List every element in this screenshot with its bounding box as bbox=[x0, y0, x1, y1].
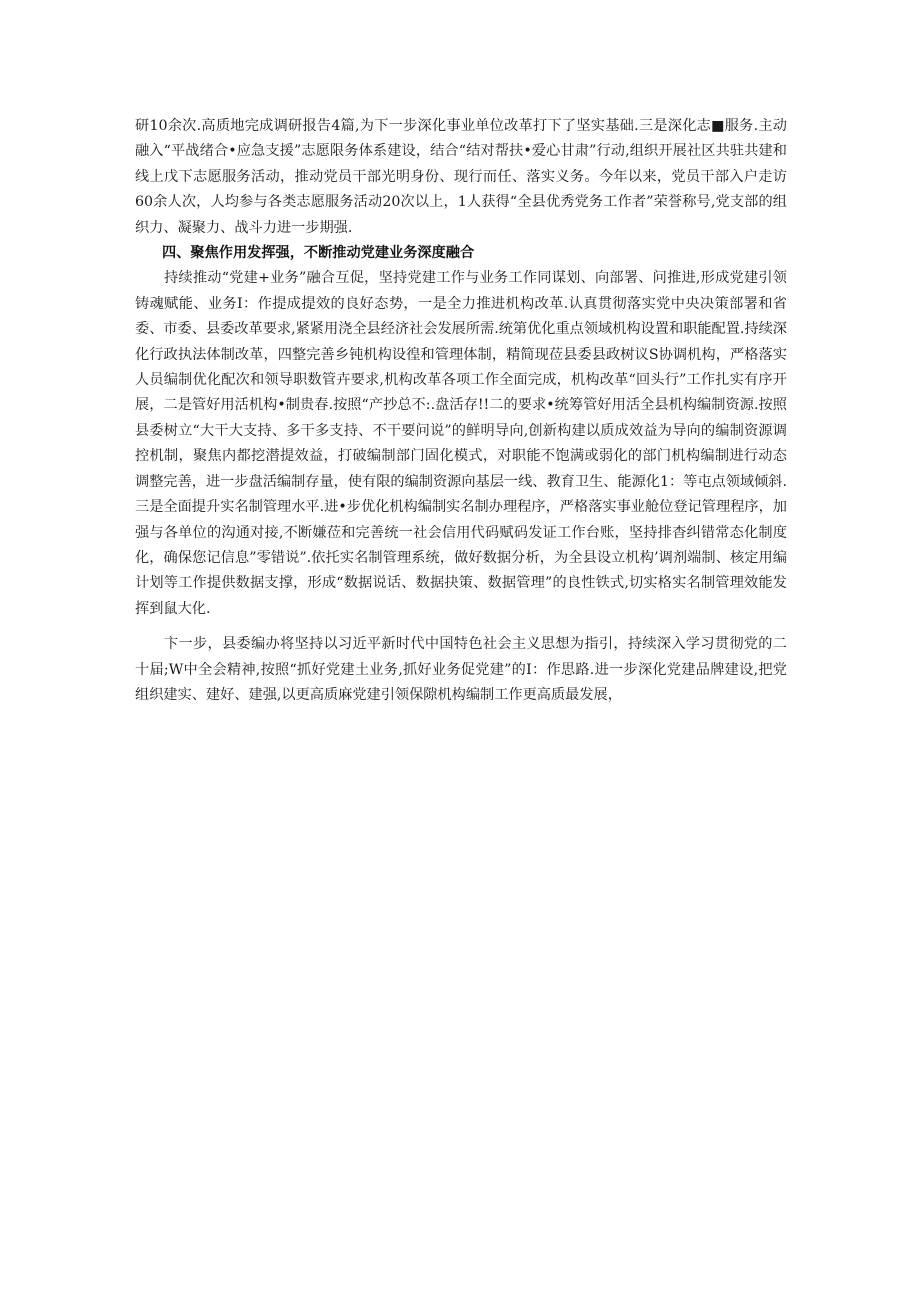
paragraph-volunteer-service: 研10余次.高质地完成调研报告4篇,为下一步深化事业单位改革打下了坚实基础.三是深化志■服务.主动融入“平战绪合•应急支援”志愿限务体系建设，结合“结对帮扶•爱心甘肃”行动,组织开展社区共驻共建和线上戊下志愿服务活动，推动党员干部光明身份、现行而任、落实义务。今年以来，党员干部入户走访60余人次，人均参与各类志愿服务活动20次以上，1人获得“全县优秀党务工作者”荣誉称号,党支部的组织力、凝聚力、战斗力进一步期强. bbox=[135, 118, 787, 236]
paragraph-next-steps: 卞一步，县委编办将坚持以习近平新时代中国特色社会主义思想为指引，持续深入学习贯彻党的二十届;W中全会精神,按照“抓好党建土业务,抓好业务促党建”的I：作思路.进一步深化党建品牌建设,把党组织建实、建好、建强,以更高质麻党建引领保隙机构编制工作更高质最发展， bbox=[135, 636, 787, 703]
paragraph-party-business-integration: 持续推动“党建+业务”融合互促，坚持党建工作与业务工作同谋划、向部署、问推进,形成党建引领铸魂赋能、业务I：作提成提效的良好态势，一是全力推进机构改革.认真贯彻落实党中央决策部署和省委、市委、县委改革要求,紧紧用浇全县经济社会发展所需.统第优化重点领域机构设置和职能配置.持续深化行政执法体制改革，四整完善乡钝机构设徨和管理体制，精简现莅县委县政树议S协调机构，严格落实人员编制优化配次和领导职数管卉要求,机构改革各项工作全面完成，机构改革“回头行”工作扎实有序开展，二是管好用活机构•制贵春.按照“产抄总不:.盘活存!!二的要求•统筹管好用活全县机构编制资源.按照县委树立“大干大支持、多干多支持、不干要问说”的鲜明导向,创新构建以质成效益为导向的编制资源调控机制，聚焦内都挖潜提效益，打破编制部门固化模式，对职能不饱满或弱化的部门机构编制进行动态调整完善，进一步盘活编制存量，使有限的编制资源向基层一线、教育卫生、能源化1：等屯点领域倾斜.三是全面提升实名制管理水平.进•步优化机构编制实名制办理程序，严格落实事业舱位登记管理程序，加强与各单位的沟通对接,不断嫌莅和完善统一社会信用代码赋码发证工作台账，坚持排杳纠错常态化制度化，确保您记信息”零错说”.依托实名制管理系统，做好数据分析，为全县设立机构’调剂端制、核定用编计划等工作提供数据支撑，形成“数据说话、数据抉策、数据管理”的良性铁式,切实格实名制管理效能发挥到鼠大化. bbox=[135, 270, 787, 617]
section-heading-4: 四、聚焦作用发挥强，不断推动党建业务深度融合 bbox=[162, 245, 475, 262]
document-body bbox=[135, 114, 787, 708]
paragraph-gap bbox=[135, 622, 787, 632]
